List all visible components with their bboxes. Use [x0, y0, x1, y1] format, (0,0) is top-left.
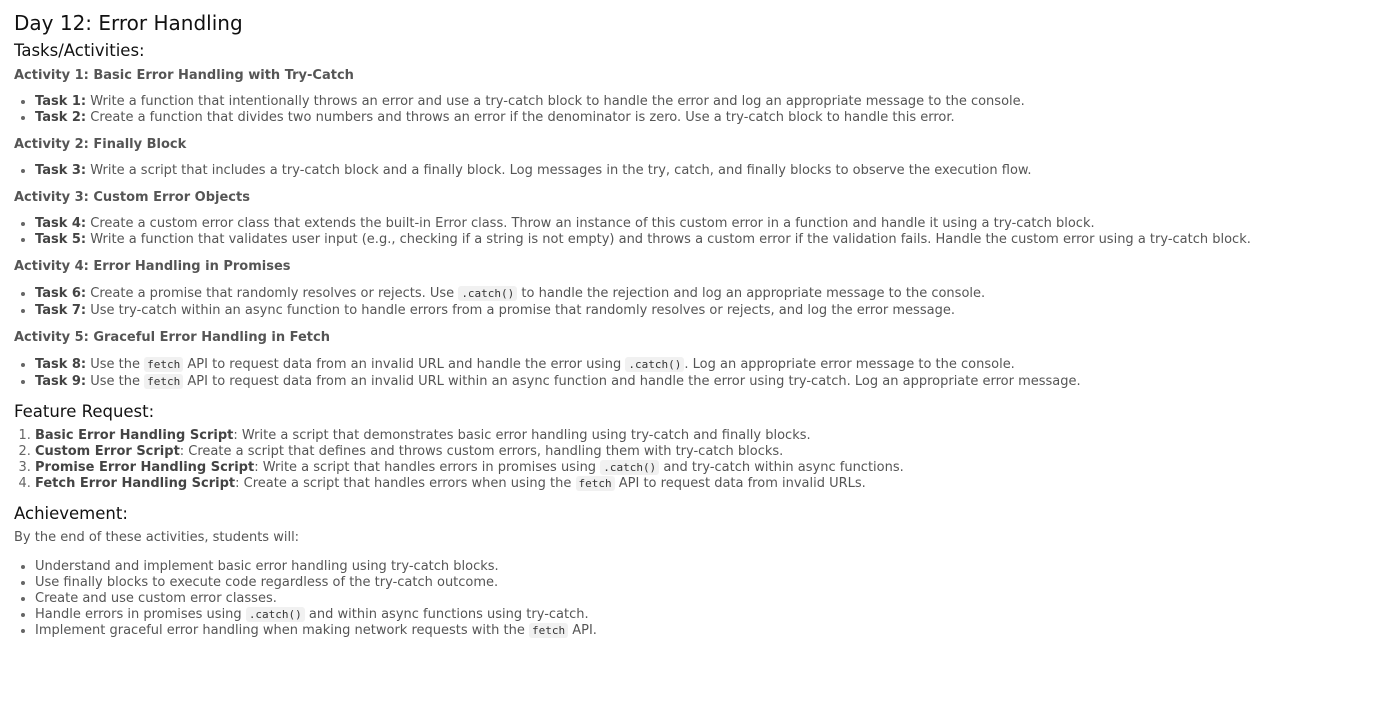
- achievement-item: [35, 607, 1368, 623]
- task-text: API to request data from an invalid URL within an async function and handle the error using try-catch. Log an appropriate error message.: [183, 374, 1081, 389]
- achievement-text: Create and use custom error classes.: [35, 591, 277, 606]
- task-label: Task 4:: [35, 216, 87, 231]
- activity-2-heading: Activity 2: Finally Block: [14, 137, 187, 152]
- task-8-item: [35, 356, 1368, 373]
- inline-code: .catch(): [625, 357, 684, 372]
- feature-item: [35, 476, 1368, 492]
- task-label: Task 9:: [35, 374, 87, 389]
- achievement-text: and within async functions using try-catch.: [304, 607, 589, 622]
- activity-1-task-list: [14, 94, 1368, 126]
- feature-label: Fetch Error Handling Script: [35, 476, 236, 491]
- achievement-text: Implement graceful error handling when making network requests with the: [35, 623, 529, 638]
- achievement-text: Handle errors in promises using: [35, 607, 246, 622]
- activity-1-heading: Activity 1: Basic Error Handling with Try-Catch: [14, 68, 354, 83]
- achievement-text: Understand and implement basic error handling using try-catch blocks.: [35, 559, 499, 574]
- task-text: Use the: [86, 374, 145, 389]
- feature-request-heading: Feature Request:: [14, 402, 155, 421]
- activity-3-task-list: [14, 216, 1368, 248]
- task-3-item: [35, 163, 1368, 179]
- inline-code: fetch: [144, 374, 183, 389]
- task-6-item: [35, 285, 1368, 302]
- activity-2-task-list: [14, 163, 1368, 179]
- inline-code: fetch: [144, 357, 183, 372]
- task-text: Create a function that divides two numbers and throws an error if the denominator is zero. Use a try-catch block to handle this error.: [86, 110, 955, 125]
- task-text: to handle the rejection and log an appropriate message to the console.: [517, 286, 986, 301]
- tasks-heading: Tasks/Activities:: [14, 41, 145, 60]
- task-1-item: [35, 94, 1368, 110]
- task-text: API to request data from an invalid URL and handle the error using: [183, 357, 626, 372]
- task-text: . Log an appropriate error message to the console.: [684, 357, 1015, 372]
- activity-4-heading: Activity 4: Error Handling in Promises: [14, 259, 291, 274]
- feature-text: and try-catch within async functions.: [659, 460, 904, 475]
- feature-item: [35, 460, 1368, 476]
- task-label: Task 3:: [35, 163, 87, 178]
- task-9-item: [35, 373, 1368, 390]
- task-text: Use try-catch within an async function to handle errors from a promise that randomly resolves or rejects, and log the error message.: [86, 303, 955, 318]
- feature-text: : Write a script that demonstrates basic error handling using try-catch and finally blocks.: [233, 428, 811, 443]
- feature-request-list: [14, 428, 1368, 492]
- task-7-item: [35, 302, 1368, 319]
- feature-text: API to request data from invalid URLs.: [614, 476, 866, 491]
- feature-label: Basic Error Handling Script: [35, 428, 234, 443]
- feature-text: : Write a script that handles errors in promises using: [254, 460, 601, 475]
- task-label: Task 6:: [35, 286, 87, 301]
- achievement-list: [14, 559, 1368, 639]
- task-label: Task 5:: [35, 232, 87, 247]
- task-text: Use the: [86, 357, 145, 372]
- task-2-item: [35, 110, 1368, 126]
- achievement-item: [35, 575, 1368, 591]
- feature-label: Promise Error Handling Script: [35, 460, 255, 475]
- task-text: Write a script that includes a try-catch block and a finally block. Log messages in the try, catch, and finally blocks to observe the execution flow.: [86, 163, 1032, 178]
- task-label: Task 1:: [35, 94, 87, 109]
- feature-item: [35, 444, 1368, 460]
- inline-code: fetch: [529, 623, 568, 638]
- task-text: Create a custom error class that extends the built-in Error class. Throw an instance of this custom error in a function and handle it using a try-catch block.: [86, 216, 1095, 231]
- achievement-text: API.: [568, 623, 597, 638]
- activity-3-heading: Activity 3: Custom Error Objects: [14, 190, 250, 205]
- inline-code: fetch: [576, 476, 615, 491]
- achievement-item: [35, 591, 1368, 607]
- task-label: Task 8:: [35, 357, 87, 372]
- achievement-intro: By the end of these activities, students will:: [14, 530, 300, 545]
- task-4-item: [35, 216, 1368, 232]
- task-text: Write a function that intentionally throws an error and use a try-catch block to handle the error and log an appropriate message to the console.: [86, 94, 1025, 109]
- activity-4-task-list: [14, 285, 1368, 319]
- inline-code: .catch(): [246, 607, 305, 622]
- achievement-item: [35, 623, 1368, 639]
- activity-5-heading: Activity 5: Graceful Error Handling in Fetch: [14, 330, 330, 345]
- feature-text: : Create a script that defines and throws custom errors, handling them with try-catch blocks.: [179, 444, 784, 459]
- activity-5-task-list: [14, 356, 1368, 390]
- feature-text: : Create a script that handles errors when using the: [235, 476, 576, 491]
- task-5-item: [35, 232, 1368, 248]
- page-title: Day 12: Error Handling: [14, 11, 243, 35]
- achievement-text: Use finally blocks to execute code regardless of the try-catch outcome.: [35, 575, 499, 590]
- achievement-item: [35, 559, 1368, 575]
- feature-label: Custom Error Script: [35, 444, 180, 459]
- feature-item: [35, 428, 1368, 444]
- task-label: Task 7:: [35, 303, 87, 318]
- task-text: Write a function that validates user input (e.g., checking if a string is not empty) and throws a custom error if the validation fails. Handle the custom error using a try-catch block.: [86, 232, 1251, 247]
- inline-code: .catch(): [458, 286, 517, 301]
- achievement-heading: Achievement:: [14, 504, 128, 523]
- inline-code: .catch(): [600, 460, 659, 475]
- task-text: Create a promise that randomly resolves or rejects. Use: [86, 286, 459, 301]
- task-label: Task 2:: [35, 110, 87, 125]
